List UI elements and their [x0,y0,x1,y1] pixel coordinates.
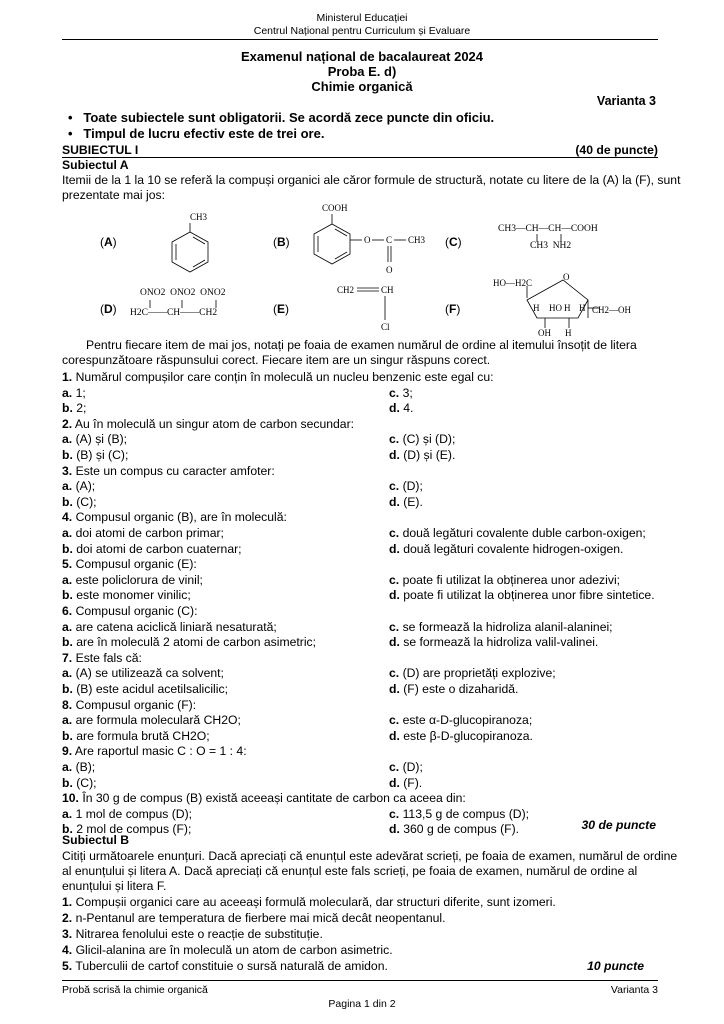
item-options-row [62,479,658,495]
item-options-row [62,448,658,464]
item-question: 9. Are raportul masic C : O = 1 : 4: [62,744,247,759]
exam-title: Examenul național de bacalaureat 2024 [240,49,484,64]
subB-points: 10 puncte [587,959,644,973]
option-d: d. (D) și (E). [389,448,456,462]
option-b: b. (B) și (C); [62,448,129,462]
B-o2-text: O [386,265,393,275]
label-B: (B) [273,235,290,249]
item-options-row [62,729,658,745]
option-c: c. se formează la hidroliza alanil-alaninei; [389,619,613,634]
structure-C-line1: CH3—CH—CH—COOH [498,224,598,234]
item-options-row [62,682,658,698]
option-c: c. este α-D-glucopiranoza; [389,713,533,728]
F-h2-text: H [579,303,586,313]
item-question: 6. Compusul organic (C): [62,604,198,618]
structure-A-toluene [160,210,220,272]
item-options-row [62,495,658,511]
item-question: 2. Au în moleculă un singur atom de carbon secundar: [62,416,355,431]
item-options-row [62,713,658,729]
subiect1-title: SUBIECTUL I [62,143,139,157]
footer-right: Varianta 3 [610,984,658,996]
intro-line-1: Itemii de la 1 la 10 se referă la compuși organici ale căror formule de structură, notate cu litere de la (A) la (F), sunt [62,173,681,187]
E-ch2-text: CH2 [337,285,355,295]
item-question: 5. Compusul organic (E): [62,557,197,572]
structure-C-line2: CH3 NH2 [530,241,572,251]
option-a: a. are catena aciclică liniară nesaturată; [62,619,277,634]
option-a: a. 1; [62,385,86,400]
option-a: a. (A) și (B); [62,432,128,447]
option-d: d. este β-D-glucopiranoza. [389,728,533,743]
header-rule [62,39,658,40]
item-options-row [62,760,658,776]
label-D: (D) [100,302,117,316]
rule-2: • Timpul de lucru efectiv este de trei ore. [68,126,325,141]
statement-4: 4. Glicil-alanina are în moleculă un atom de carbon asimetric. [62,943,393,957]
option-c: c. 113,5 g de compus (D); [389,806,530,821]
item-question: 4. Compusul organic (B), are în moleculă: [62,510,287,525]
option-b: b. este monomer vinilic; [62,588,191,603]
label-A: (A) [100,235,117,249]
B-c-text: C [386,235,393,245]
item-options-row [62,526,658,542]
B-o-text: O [364,235,371,245]
structure-D-top: ONO2 ONO2 ONO2 [140,288,226,298]
F-ch2oh-text: CH2—OH [592,305,632,315]
option-b: b. are în moleculă 2 atomi de carbon asimetric; [62,635,317,650]
statement-5: 5. Tuberculii de cartof constituie o sursă naturală de amidon. [62,959,388,973]
item-options-row [62,573,658,589]
F-oh-text: OH [538,328,551,338]
item-options-row [62,807,658,823]
footer-left: Probă scrisă la chimie organică [62,984,208,996]
option-b: b. (C); [62,775,97,790]
label-F: (F) [445,302,461,316]
option-c: c. poate fi utilizat la obținerea unor adezivi; [389,572,621,587]
option-d: d. 360 g de compus (F). [389,822,520,837]
F-h3-text: H [564,303,571,313]
option-d: d. se formează la hidroliza valil-valinei. [389,635,599,650]
statement-2: 2. n-Pentanul are temperatura de fierbere mai mică decât neopentanul. [62,911,446,925]
label-C: (C) [445,235,462,249]
option-a: a. (B); [62,760,96,774]
option-c: c. (D) are proprietăți explozive; [389,666,556,681]
option-c: c. 3; [389,385,413,400]
label-E: (E) [273,302,290,316]
item-question: 8. Compusul organic (F): [62,697,197,712]
subiect1-points: (40 de puncte) [575,143,658,157]
item-options-row [62,776,658,792]
option-d: d. (E). [389,494,423,509]
instr-line-2: corespunzătoare răspunsului corect. Fiecare item are un singur răspuns corect. [62,353,491,367]
option-a: a. (A); [62,479,96,494]
option-b: b. (B) este acidul acetilsalicilic; [62,682,228,696]
option-d: d. poate fi utilizat la obținerea unor fibre sintetice. [389,588,655,603]
item-options-row [62,635,658,651]
subA-title: Subiectul A [62,158,129,172]
option-d: d. două legături covalente hidrogen-oxigen. [389,541,624,556]
item-options-row [62,432,658,448]
structure-E-vinyl-chloride [335,282,415,332]
item-options-row [62,401,658,417]
option-c: c. (C) și (D); [389,432,456,447]
option-a: a. (A) se utilizează ca solvent; [62,666,224,681]
statement-1: 1. Compușii organici care au aceeași formulă moleculară, dar structuri diferite, sunt izomeri. [62,895,556,909]
item-question: 3. Este un compus cu caracter amfoter: [62,463,275,478]
option-b: b. are formula brută CH2O; [62,728,210,743]
option-c: c. două legături covalente duble carbon-oxigen; [389,526,646,540]
item-question: 1. Numărul compușilor care conțin în moleculă un nucleu benzenic este egal cu: [62,370,494,384]
intro-line-2: prezentate mai jos: [62,188,165,202]
ministry-name: Ministerul Educației [316,12,408,24]
structure-F-furanose [493,270,632,338]
F-hoh2c-text: HO—H2C [493,278,533,288]
option-b: b. 2 mol de compus (F); [62,822,192,837]
item-question: 10. În 30 g de compus (B) există aceeași cantitate de carbon ca aceea din: [62,791,466,806]
F-h1-text: H [533,303,540,313]
option-d: d. (F) este o dizaharidă. [389,682,519,696]
B-cooh-text: COOH [322,203,348,213]
F-ho-text: HO [549,303,562,313]
option-b: b. 2; [62,401,87,416]
subA-points: 30 de puncte [581,818,656,832]
exam-subject: Chimie organică [311,79,413,94]
option-d: d. 4. [389,401,414,416]
E-cl-text: Cl [381,322,390,332]
option-a: a. este policlorura de vinil; [62,572,203,587]
A-ch3-text: CH3 [190,212,208,222]
rule-1: • Toate subiectele sunt obligatorii. Se acordă zece puncte din oficiu. [68,110,495,125]
item-options-row [62,620,658,636]
option-c: c. (D); [389,760,423,774]
item-options-row [62,588,658,604]
subB-intro-2: al enunțului și litera A. Dacă apreciați că enunțul este fals scrieți, pe foaia de examen, numărul de ordine al [62,864,638,878]
structure-D-bottom: H2C——CH——CH2 [130,308,218,318]
F-h4-text: H [565,328,572,338]
subB-title: Subiectul B [62,833,130,847]
E-ch-text: CH [381,285,394,295]
option-a: a. are formula moleculară CH2O; [62,713,241,728]
footer-page: Pagina 1 din 2 [328,998,396,1010]
option-c: c. (D); [389,479,423,494]
structure-B-aspirin [300,200,445,280]
option-b: b. (C); [62,494,97,509]
option-d: d. (F). [389,775,423,790]
item-options-row [62,666,658,682]
item-options-row [62,386,658,402]
footer-rule [62,980,658,981]
instr-line-1: Pentru fiecare item de mai jos, notați pe foaia de examen numărul de ordine al itemului însoțit de litera [86,338,637,352]
option-b: b. doi atomi de carbon cuaternar; [62,541,242,556]
statement-3: 3. Nitrarea fenolului este o reacție de substituție. [62,927,323,941]
subB-intro-3: enunțului și litera F. [62,879,167,893]
item-options-row [62,542,658,558]
exam-proba: Proba E. d) [327,64,397,79]
item-question: 7. Este fals că: [62,650,142,665]
option-a: a. doi atomi de carbon primar; [62,526,224,540]
B-ch3-text: CH3 [408,235,426,245]
subB-intro-1: Citiți următoarele enunțuri. Dacă apreciați că enunțul este adevărat scrieți, pe foaia de examen, numărul de ordine [62,849,678,863]
F-o-text: O [563,272,570,282]
option-a: a. 1 mol de compus (D); [62,806,193,821]
exam-variant: Varianta 3 [596,94,656,108]
center-name: Centrul Național pentru Curriculum și Evaluare [253,25,471,37]
